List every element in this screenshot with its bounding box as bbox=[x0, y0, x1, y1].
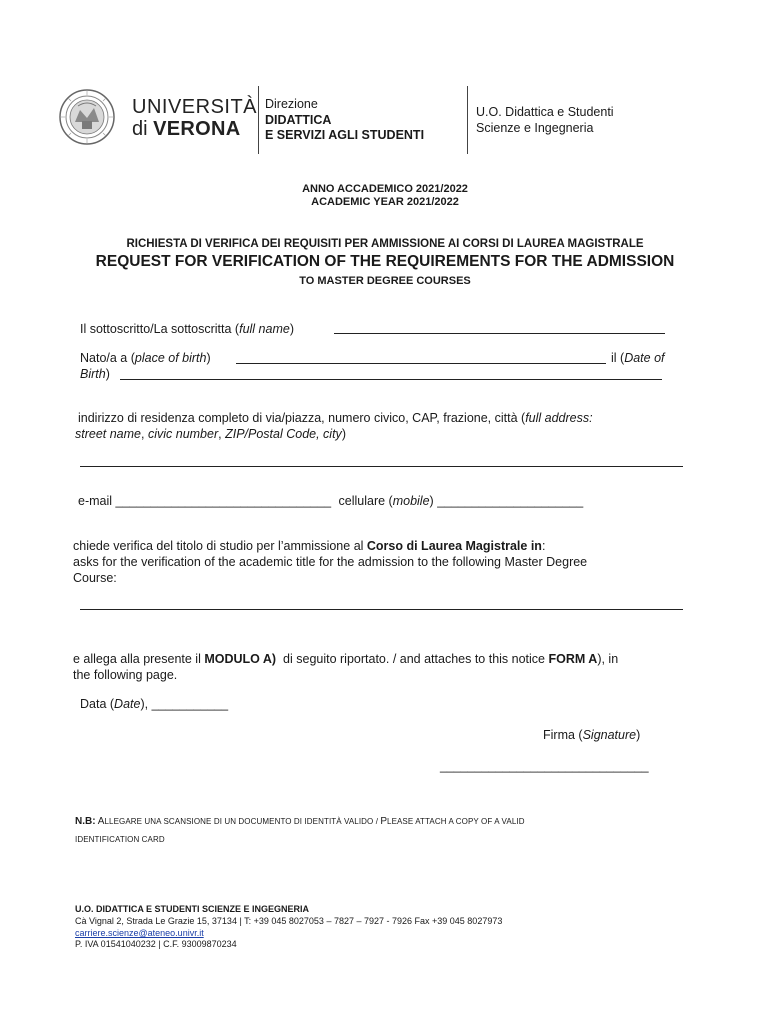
university-line2 bbox=[132, 118, 262, 140]
address-sep1: , bbox=[141, 427, 148, 441]
date-of-birth-label-2 bbox=[80, 366, 110, 382]
address-em-civic: civic number bbox=[147, 427, 219, 441]
note-cap-2: P bbox=[380, 816, 388, 827]
directorate-label: Direzione bbox=[265, 97, 318, 111]
date-sign-row bbox=[80, 696, 228, 712]
course-intro-it-text: chiede verifica del titolo di studio per l’ammissione al bbox=[73, 539, 367, 553]
course-intro-en-2: Course: bbox=[73, 571, 117, 585]
date-label-em2: Birth bbox=[80, 367, 106, 381]
address-field[interactable] bbox=[80, 466, 683, 467]
date-sign-em: Date bbox=[114, 697, 141, 711]
office-line1: U.O. Didattica e Studenti bbox=[476, 105, 614, 119]
name-label bbox=[80, 321, 294, 337]
address-em-street: street name bbox=[75, 427, 142, 441]
id-note-line1 bbox=[75, 813, 525, 831]
date-sign-label: Data ( bbox=[80, 697, 115, 711]
university-di: di bbox=[132, 118, 148, 140]
directorate-block bbox=[265, 97, 424, 144]
date-field[interactable]: ___________ bbox=[151, 697, 229, 711]
course-intro-it-end: : bbox=[541, 539, 546, 553]
attach-line-1 bbox=[73, 651, 618, 667]
title-en-line2: TO MASTER DEGREE COURSES bbox=[299, 275, 471, 287]
header-divider-1 bbox=[258, 86, 259, 154]
university-seal-icon bbox=[58, 88, 116, 146]
footer-email-link[interactable]: carriere.scienze@ateneo.univr.it bbox=[75, 928, 204, 938]
email-mobile-row bbox=[78, 493, 583, 509]
course-intro-en-1: asks for the verification of the academic title for the admission to the following Master Degree bbox=[73, 555, 588, 569]
university-logotype bbox=[132, 96, 262, 142]
place-of-birth-field[interactable] bbox=[236, 363, 606, 364]
footer-address: Cà Vignal 2, Strada Le Grazie 15, 37134 | T: +39 045 8027053 – 7827 – 7927 - 7926 Fax +39 045 8027973 bbox=[75, 916, 503, 926]
date-sign-close: ), bbox=[140, 697, 149, 711]
directorate-name-2: E SERVIZI AGLI STUDENTI bbox=[265, 128, 425, 142]
signature-field[interactable]: ______________________________ bbox=[440, 759, 649, 773]
course-intro-it-bold: Corso di Laurea Magistrale in bbox=[366, 539, 542, 553]
title-it: RICHIESTA DI VERIFICA DEI REQUISITI PER AMMISSIONE AI CORSI DI LAUREA MAGISTRALE bbox=[126, 238, 644, 250]
note-text-1: LLEGARE UNA SCANSIONE DI UN DOCUMENTO DI IDENTITÀ VALIDO / bbox=[104, 817, 381, 826]
academic-year-it: ANNO ACCADEMICO 2021/2022 bbox=[302, 183, 468, 195]
attach-text-1: e allega alla presente il bbox=[73, 652, 205, 666]
address-label bbox=[78, 410, 593, 426]
mobile-label: cellulare ( bbox=[338, 494, 393, 508]
university-line1: UNIVERSITÀ bbox=[132, 96, 258, 118]
signature-label-em: Signature bbox=[582, 728, 637, 742]
address-close: ) bbox=[341, 427, 346, 441]
email-field[interactable]: _______________________________ bbox=[115, 494, 332, 508]
attach-bold-2: FORM A bbox=[548, 652, 598, 666]
email-label: e-mail bbox=[78, 494, 113, 508]
full-name-field[interactable] bbox=[334, 333, 665, 334]
date-label-text: il ( bbox=[611, 351, 625, 365]
name-label-close: ) bbox=[289, 322, 294, 336]
course-field[interactable] bbox=[80, 609, 683, 610]
footer-vat: P. IVA 01541040232 | C.F. 93009870234 bbox=[75, 939, 237, 949]
office-line2: Scienze e Ingegneria bbox=[476, 121, 594, 135]
name-label-text: Il sottoscritto/La sottoscritta ( bbox=[80, 322, 240, 336]
mobile-label-em: mobile bbox=[392, 494, 430, 508]
header-divider-2 bbox=[467, 86, 468, 154]
attach-text-3: ), in bbox=[597, 652, 619, 666]
signature-label bbox=[543, 727, 640, 743]
birth-label-text: Nato/a a ( bbox=[80, 351, 135, 365]
address-label-2 bbox=[75, 426, 346, 442]
date-label-em: Date of bbox=[624, 351, 665, 365]
address-sep2: , bbox=[218, 427, 226, 441]
office-block bbox=[476, 104, 614, 136]
mobile-label-close: ) bbox=[429, 494, 434, 508]
signature-label-text: Firma ( bbox=[543, 728, 583, 742]
title-en-line1: REQUEST FOR VERIFICATION OF THE REQUIREMENTS FOR THE ADMISSION bbox=[95, 253, 675, 270]
address-em-zip: ZIP/Postal Code, city bbox=[225, 427, 342, 441]
academic-year bbox=[0, 183, 770, 209]
address-label-em1: full address: bbox=[525, 411, 593, 425]
birth-label-close: ) bbox=[206, 351, 211, 365]
date-of-birth-label bbox=[611, 350, 665, 366]
note-cap-1: A bbox=[97, 816, 105, 827]
directorate-name-1: DIDATTICA bbox=[265, 112, 332, 127]
attach-bold-1: MODULO A) bbox=[204, 652, 277, 666]
signature-label-close: ) bbox=[636, 728, 641, 742]
mobile-field[interactable]: _____________________ bbox=[437, 494, 584, 508]
birth-label-em: place of birth bbox=[134, 351, 207, 365]
footer-office: U.O. DIDATTICA E STUDENTI SCIENZE E INGEGNERIA bbox=[75, 904, 310, 914]
attach-text-2: di seguito riportato. / and attaches to this notice bbox=[276, 652, 549, 666]
academic-year-en: ACADEMIC YEAR 2021/2022 bbox=[311, 196, 459, 208]
attach-line-2: the following page. bbox=[73, 668, 178, 682]
note-text-2: LEASE ATTACH A COPY OF A VALID bbox=[387, 817, 525, 826]
id-note-line2: IDENTIFICATION CARD bbox=[75, 835, 165, 844]
course-intro-it bbox=[73, 538, 545, 554]
date-label-close: ) bbox=[105, 367, 110, 381]
name-label-em: full name bbox=[239, 322, 290, 336]
id-note bbox=[75, 813, 525, 849]
address-label-text: indirizzo di residenza completo di via/piazza, numero civico, CAP, frazione, città ( bbox=[78, 411, 526, 425]
university-name: VERONA bbox=[153, 118, 241, 140]
note-prefix: N.B: bbox=[75, 816, 96, 827]
birth-label bbox=[80, 350, 211, 366]
date-of-birth-field[interactable] bbox=[120, 379, 662, 380]
